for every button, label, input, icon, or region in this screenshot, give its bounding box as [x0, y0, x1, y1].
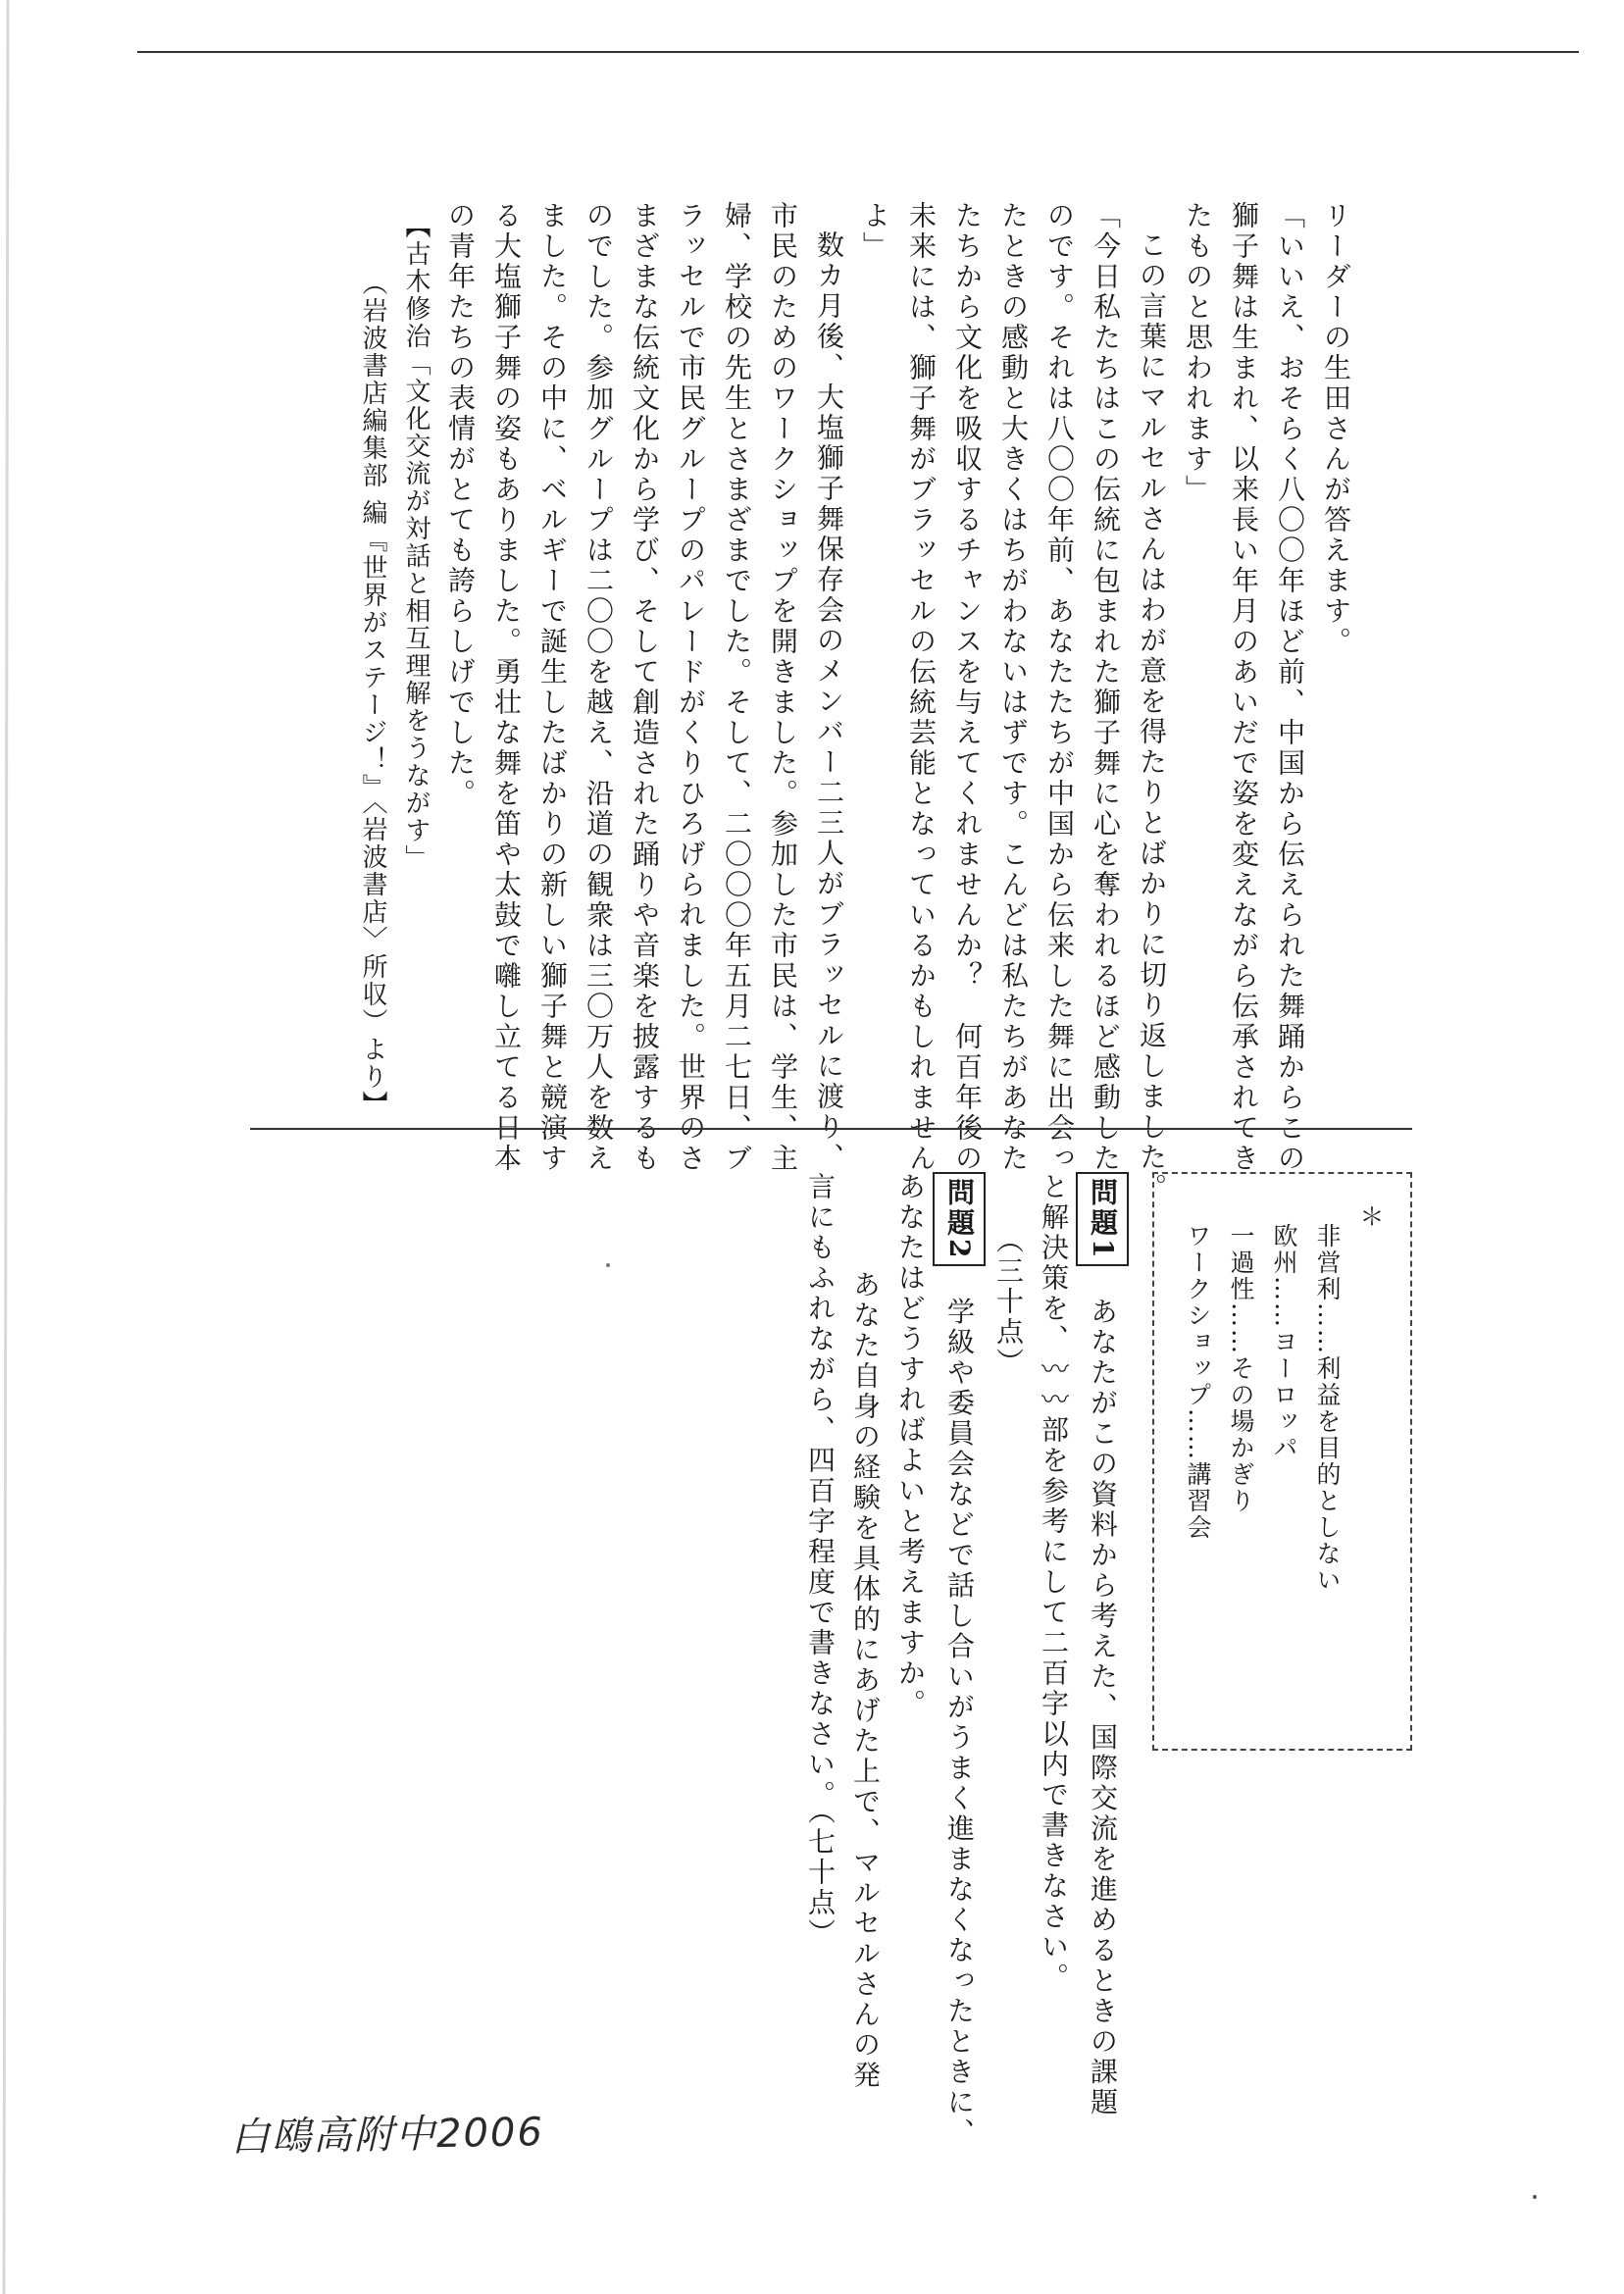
- passage-line: 「いいえ、おそらく八〇〇年ほど前、中国から伝えられた舞踊からこの: [1274, 201, 1306, 1174]
- question-2: [797, 1172, 986, 2149]
- question-1-text: あなたがこの資料から考えた、国際交流を進めるときの課題: [1087, 1297, 1119, 2118]
- paragraph-3: [852, 201, 1175, 1203]
- glossary-box: [1152, 1172, 1412, 1751]
- passage-line: この言葉にマルセルさんはわが意を得たりとばかりに切り返しました。: [1136, 230, 1168, 1203]
- glossary-item: 非営利……利益を目的としない: [1313, 1223, 1342, 1594]
- passage-line: たときの感動と大きくはちがわないはずです。こんどは私たちがあなた: [997, 201, 1030, 1174]
- glossary-item: 欧州……ヨーロッパ: [1270, 1223, 1298, 1461]
- passage-line: ました。その中に、ベルギーで誕生したばかりの新しい獅子舞と競演す: [536, 201, 569, 1174]
- source-book: （岩波書店編集部 編『世界がステージ！』〈岩波書店〉所収）より】: [358, 270, 387, 1119]
- passage-line: 数カ月後、大塩獅子舞保存会のメンバー二三人がブラッセルに渡り、: [813, 230, 845, 1173]
- passage-line: 獅子舞は生まれ、以来長い年月のあいだで姿を変えながら伝承されてき: [1228, 201, 1260, 1174]
- passage-line: よ」: [859, 201, 891, 262]
- glossary-content: [1176, 1203, 1392, 1713]
- paragraph-4: [437, 201, 852, 1174]
- passage-line: のでした。参加グループは二〇〇を越え、沿道の観衆は三〇万人を数え: [583, 201, 615, 1174]
- top-rule: [137, 51, 1579, 53]
- handwritten-note: 白鴎高附中2006: [229, 2110, 545, 2161]
- glossary-item: ワークショップ……講習会: [1184, 1223, 1212, 1541]
- question-2-line: あなた自身の経験を具体的にあげた上で、マルセルさんの発: [849, 1270, 882, 2091]
- paragraph-2: [1175, 201, 1313, 1174]
- passage-line: 婦、学校の先生とさまざまでした。そして、二〇〇〇年五月二七日、ブ: [721, 201, 753, 1174]
- question-1-line: [1076, 1172, 1129, 2118]
- source-author: 【古木修治「文化交流が対話と相互理解をうながす」: [401, 213, 431, 872]
- glossary-item: 一過性……その場かぎり: [1227, 1223, 1255, 1514]
- passage-line: 市民のためのワークショップを開きました。参加した市民は、学生、主: [767, 201, 799, 1174]
- passage-line: たちから文化を吸収するチャンスを与えてくれませんか？ 何百年後の: [951, 201, 984, 1174]
- reading-passage: [280, 201, 1359, 1203]
- passage-line: まざまな伝統文化から学び、そして創造された踊りや音楽を披露するも: [629, 201, 661, 1174]
- question-2-text: 学級や委員会などで話し合いがうまく進まなくなったときに、: [943, 1297, 976, 2149]
- glossary-star: ＊: [1356, 1203, 1385, 1230]
- passage-line: ラッセルで市民グループのパレードがくりひろげられました。世界のさ: [675, 201, 707, 1174]
- passage-line: 未来には、獅子舞がブラッセルの伝統芸能となっているかもしれません: [905, 201, 938, 1174]
- question-1-label: 問題1: [1076, 1172, 1129, 1266]
- passage-line: の青年たちの表情がとても誇らしげでした。: [444, 201, 477, 809]
- question-2-line: [933, 1172, 986, 2149]
- question-1-line: と解決策を、〰〰部を参考にして二百字以内で書きなさい。: [1038, 1172, 1070, 1993]
- question-2-line: あなたはどうすればよいと考えますか。: [894, 1172, 927, 1719]
- passage-line: 「今日私たちはこの伝統に包まれた獅子舞に心を奪われるほど感動した: [1090, 201, 1122, 1174]
- question-2-line: 言にもふれながら、四百字程度で書きなさい。（七十点）: [804, 1172, 837, 1949]
- paragraph-1: [1313, 201, 1359, 1074]
- section-divider: [250, 1128, 1412, 1130]
- passage-line: たものと思われます」: [1182, 201, 1214, 505]
- passage-line: る大塩獅子舞の姿もありました。勇壮な舞を笛や太鼓で囃し立てる日本: [490, 201, 523, 1174]
- passage-line: リーダーの生田さんが答えます。: [1320, 201, 1352, 657]
- passage-line: のです。それは八〇〇年前、あなたたちが中国から伝来した舞に出会っ: [1043, 201, 1076, 1174]
- question-1-points: （三十点）: [992, 1226, 1025, 1378]
- question-1: [986, 1172, 1129, 2118]
- questions-section: [619, 1172, 1129, 2149]
- question-2-label: 問題2: [933, 1172, 986, 1266]
- source-citation: [351, 201, 437, 1119]
